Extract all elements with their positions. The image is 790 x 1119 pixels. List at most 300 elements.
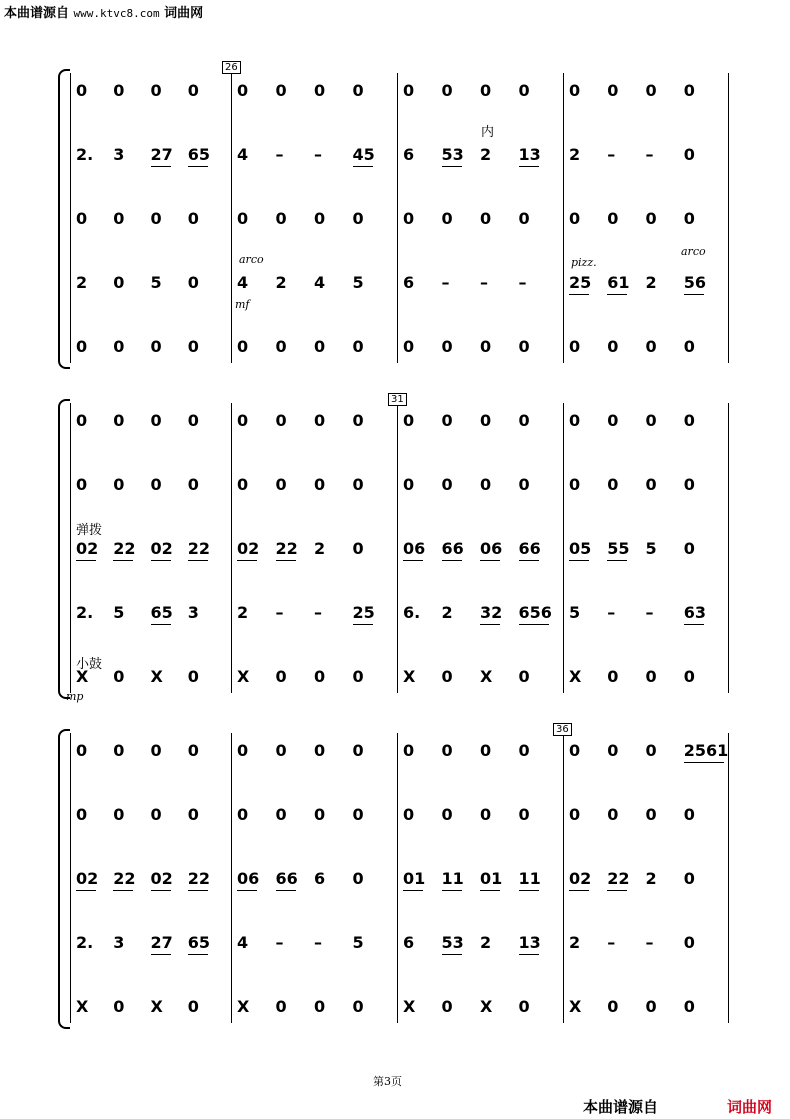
note: 0 bbox=[352, 869, 364, 888]
note: 53 bbox=[441, 145, 464, 164]
note: 0 bbox=[645, 411, 657, 430]
note: 2 bbox=[441, 603, 453, 622]
bar-line bbox=[231, 73, 232, 363]
note: 0 bbox=[480, 81, 492, 100]
beam-underline bbox=[188, 560, 208, 561]
beam-underline bbox=[442, 954, 462, 955]
note: 0 bbox=[683, 81, 695, 100]
beam-underline bbox=[519, 624, 549, 625]
note: 0 bbox=[76, 805, 88, 824]
bar-line bbox=[397, 733, 398, 1023]
bar-line bbox=[563, 73, 564, 363]
note: 0 bbox=[441, 209, 453, 228]
note: X bbox=[403, 997, 416, 1016]
dynamic-mf: mf bbox=[235, 298, 250, 311]
note: 22 bbox=[187, 539, 211, 558]
note: 0 bbox=[441, 337, 453, 356]
beam-underline bbox=[519, 890, 539, 891]
beam-underline bbox=[276, 560, 296, 561]
note: 0 bbox=[607, 209, 619, 228]
page-number: 第3页 bbox=[373, 1075, 402, 1088]
note: 0 bbox=[645, 805, 657, 824]
note: 0 bbox=[607, 337, 619, 356]
note: 0 bbox=[76, 337, 88, 356]
note: 0 bbox=[150, 741, 162, 760]
note: 0 bbox=[518, 997, 530, 1016]
instrument-label-tanbo: 弹拨 bbox=[76, 523, 103, 538]
note: 66 bbox=[441, 539, 464, 558]
note: 0 bbox=[441, 81, 453, 100]
note: 5 bbox=[352, 273, 364, 292]
note: 0 bbox=[275, 475, 287, 494]
note: 45 bbox=[352, 145, 375, 164]
note: 0 bbox=[113, 667, 125, 686]
note: 0 bbox=[237, 805, 249, 824]
note: 0 bbox=[403, 81, 415, 100]
beam-underline bbox=[188, 890, 208, 891]
note: 0 bbox=[441, 997, 453, 1016]
note: 0 bbox=[403, 805, 415, 824]
note: 2 bbox=[76, 273, 88, 292]
note: 65 bbox=[150, 603, 173, 622]
note: 0 bbox=[275, 805, 287, 824]
note: 0 bbox=[76, 81, 88, 100]
note: 06 bbox=[480, 539, 503, 558]
note: 0 bbox=[645, 337, 657, 356]
beam-underline bbox=[480, 890, 500, 891]
beam-underline bbox=[151, 624, 171, 625]
note: 0 bbox=[113, 997, 125, 1016]
beam-underline bbox=[151, 890, 171, 891]
note: 0 bbox=[569, 411, 581, 430]
note: 0 bbox=[480, 805, 492, 824]
note: 05 bbox=[569, 539, 592, 558]
note: 0 bbox=[275, 997, 287, 1016]
arco-marking: arco bbox=[681, 245, 706, 258]
note: X bbox=[480, 997, 493, 1016]
note: 0 bbox=[352, 209, 364, 228]
note: 0 bbox=[441, 667, 453, 686]
note: 656 bbox=[518, 603, 552, 622]
note: 0 bbox=[645, 667, 657, 686]
note: 0 bbox=[187, 411, 199, 430]
note: 0 bbox=[607, 997, 619, 1016]
note: 0 bbox=[237, 475, 249, 494]
note: 3 bbox=[113, 145, 125, 164]
note: 0 bbox=[683, 539, 695, 558]
site-suffix: 词曲网 bbox=[164, 6, 204, 21]
note: X bbox=[76, 667, 89, 686]
note: 25 bbox=[569, 273, 592, 292]
note: 0 bbox=[275, 337, 287, 356]
bar-line bbox=[397, 403, 398, 693]
note: 13 bbox=[518, 933, 541, 952]
note: 0 bbox=[683, 145, 695, 164]
note: – bbox=[314, 933, 322, 952]
note: 2 bbox=[569, 933, 581, 952]
note: 0 bbox=[403, 741, 415, 760]
note: 0 bbox=[352, 539, 364, 558]
note: – bbox=[314, 603, 322, 622]
instrument-label-xiaogu: 小鼓 bbox=[76, 657, 103, 672]
note: 56 bbox=[683, 273, 707, 292]
beam-underline bbox=[519, 166, 539, 167]
beam-underline bbox=[480, 560, 500, 561]
note: 0 bbox=[480, 475, 492, 494]
measure-number: 31 bbox=[388, 393, 407, 406]
beam-underline bbox=[684, 762, 724, 763]
beam-underline bbox=[684, 294, 704, 295]
footer-brand: 本曲谱源自 bbox=[583, 1098, 659, 1116]
note: 0 bbox=[150, 209, 162, 228]
arco-marking: arco bbox=[239, 253, 264, 266]
note: 0 bbox=[76, 475, 88, 494]
note: 0 bbox=[187, 475, 199, 494]
note: 0 bbox=[275, 667, 287, 686]
note: X bbox=[237, 667, 250, 686]
note: X bbox=[237, 997, 250, 1016]
bar-line bbox=[728, 73, 729, 363]
note: – bbox=[607, 933, 616, 952]
note: 0 bbox=[187, 997, 199, 1016]
note: 0 bbox=[187, 805, 199, 824]
note: 0 bbox=[275, 411, 287, 430]
note: 0 bbox=[518, 209, 530, 228]
note: 61 bbox=[607, 273, 630, 292]
bar-line bbox=[397, 73, 398, 363]
note: 0 bbox=[113, 81, 125, 100]
note: 06 bbox=[403, 539, 426, 558]
note: 0 bbox=[683, 209, 695, 228]
beam-underline bbox=[237, 890, 257, 891]
note: 0 bbox=[76, 209, 88, 228]
beam-underline bbox=[113, 560, 133, 561]
note: 0 bbox=[314, 209, 326, 228]
note: 0 bbox=[352, 81, 364, 100]
note: 0 bbox=[441, 805, 453, 824]
note: 0 bbox=[113, 741, 125, 760]
note: 22 bbox=[113, 869, 136, 888]
note: 2 bbox=[569, 145, 581, 164]
note: X bbox=[480, 667, 493, 686]
beam-underline bbox=[607, 294, 627, 295]
pizz-marking: pizz. bbox=[571, 256, 597, 269]
note: 2. bbox=[76, 933, 94, 952]
note: 0 bbox=[607, 411, 619, 430]
technique-marking: 内 bbox=[481, 125, 495, 140]
note: X bbox=[403, 667, 416, 686]
note: 2. bbox=[76, 145, 94, 164]
note: 0 bbox=[187, 209, 199, 228]
note: 0 bbox=[607, 475, 619, 494]
beam-underline bbox=[276, 890, 296, 891]
note: 11 bbox=[441, 869, 464, 888]
note: 0 bbox=[645, 81, 657, 100]
note: – bbox=[275, 145, 284, 164]
note: 27 bbox=[150, 933, 173, 952]
note: 01 bbox=[480, 869, 503, 888]
note: 0 bbox=[314, 667, 326, 686]
note: 0 bbox=[237, 209, 249, 228]
note: 0 bbox=[352, 475, 364, 494]
note: 65 bbox=[187, 145, 211, 164]
note: 0 bbox=[150, 411, 162, 430]
beam-underline bbox=[151, 954, 171, 955]
note: 22 bbox=[113, 539, 136, 558]
note: 0 bbox=[314, 337, 326, 356]
note: 0 bbox=[683, 411, 695, 430]
note: 5 bbox=[150, 273, 162, 292]
note: 0 bbox=[237, 337, 249, 356]
note: 0 bbox=[113, 475, 125, 494]
note: 0 bbox=[645, 741, 657, 760]
note: 0 bbox=[683, 667, 695, 686]
note: 0 bbox=[683, 475, 695, 494]
note: X bbox=[569, 997, 582, 1016]
note: 5 bbox=[569, 603, 581, 622]
site-url[interactable]: www.ktvc8.com bbox=[73, 7, 160, 20]
note: 0 bbox=[518, 337, 530, 356]
note: 5 bbox=[113, 603, 125, 622]
note: 0 bbox=[518, 805, 530, 824]
note: 0 bbox=[403, 209, 415, 228]
note: 0 bbox=[569, 209, 581, 228]
note: 13 bbox=[518, 145, 541, 164]
note: X bbox=[150, 997, 163, 1016]
note: 4 bbox=[237, 273, 249, 292]
note: 0 bbox=[275, 741, 287, 760]
note: 0 bbox=[480, 337, 492, 356]
note: 66 bbox=[518, 539, 541, 558]
beam-underline bbox=[188, 954, 208, 955]
note: 0 bbox=[314, 741, 326, 760]
note: 0 bbox=[569, 337, 581, 356]
note: X bbox=[76, 997, 89, 1016]
beam-underline bbox=[353, 624, 373, 625]
beam-underline bbox=[403, 560, 423, 561]
note: 0 bbox=[237, 741, 249, 760]
note: 0 bbox=[403, 475, 415, 494]
note: – bbox=[607, 603, 616, 622]
note: 0 bbox=[76, 411, 88, 430]
beam-underline bbox=[569, 294, 589, 295]
note: – bbox=[275, 603, 284, 622]
note: 0 bbox=[683, 337, 695, 356]
note: 22 bbox=[187, 869, 211, 888]
system-line bbox=[70, 733, 71, 1023]
note: 2 bbox=[237, 603, 249, 622]
note: 0 bbox=[352, 805, 364, 824]
note: 0 bbox=[569, 475, 581, 494]
bar-line bbox=[728, 733, 729, 1023]
note: 0 bbox=[275, 81, 287, 100]
note: 0 bbox=[187, 337, 199, 356]
note: 4 bbox=[237, 145, 249, 164]
note: 0 bbox=[683, 869, 695, 888]
note: 0 bbox=[314, 81, 326, 100]
note: 2 bbox=[645, 273, 657, 292]
note: 6 bbox=[403, 273, 415, 292]
note: 0 bbox=[607, 741, 619, 760]
note: 0 bbox=[237, 81, 249, 100]
note: 0 bbox=[352, 667, 364, 686]
note: 0 bbox=[518, 475, 530, 494]
note: 0 bbox=[187, 667, 199, 686]
note: 5 bbox=[352, 933, 364, 952]
note: 0 bbox=[314, 475, 326, 494]
beam-underline bbox=[519, 560, 539, 561]
note: 55 bbox=[607, 539, 630, 558]
note: 0 bbox=[352, 997, 364, 1016]
note: 02 bbox=[76, 539, 99, 558]
note: 0 bbox=[352, 337, 364, 356]
beam-underline bbox=[151, 166, 171, 167]
note: 0 bbox=[150, 475, 162, 494]
note: 32 bbox=[480, 603, 503, 622]
note: 3 bbox=[113, 933, 125, 952]
beam-underline bbox=[237, 560, 257, 561]
note: 0 bbox=[480, 411, 492, 430]
note: – bbox=[441, 273, 450, 292]
note: 0 bbox=[441, 411, 453, 430]
note: 0 bbox=[113, 805, 125, 824]
note: 01 bbox=[403, 869, 426, 888]
measure-number: 36 bbox=[553, 723, 572, 736]
note: 0 bbox=[113, 273, 125, 292]
note: 0 bbox=[645, 475, 657, 494]
note: 66 bbox=[275, 869, 298, 888]
bar-line bbox=[563, 403, 564, 693]
note: 0 bbox=[113, 209, 125, 228]
note: 0 bbox=[314, 805, 326, 824]
note: 5 bbox=[645, 539, 657, 558]
note: 0 bbox=[683, 933, 695, 952]
note: 22 bbox=[275, 539, 298, 558]
note: 2561 bbox=[683, 741, 729, 760]
note: 0 bbox=[113, 411, 125, 430]
beam-underline bbox=[607, 890, 627, 891]
note: 02 bbox=[150, 539, 173, 558]
note: 0 bbox=[314, 997, 326, 1016]
note: 6. bbox=[403, 603, 421, 622]
bar-line bbox=[563, 733, 564, 1023]
beam-underline bbox=[76, 560, 96, 561]
note: 0 bbox=[150, 337, 162, 356]
note: 22 bbox=[607, 869, 630, 888]
note: 0 bbox=[480, 209, 492, 228]
note: 2 bbox=[645, 869, 657, 888]
note: 0 bbox=[150, 805, 162, 824]
note: 2. bbox=[76, 603, 94, 622]
note: 0 bbox=[441, 741, 453, 760]
note: 0 bbox=[569, 805, 581, 824]
note: 0 bbox=[683, 805, 695, 824]
note: 0 bbox=[352, 741, 364, 760]
note: 0 bbox=[76, 741, 88, 760]
note: 11 bbox=[518, 869, 541, 888]
beam-underline bbox=[480, 624, 500, 625]
beam-underline bbox=[569, 890, 589, 891]
note: 6 bbox=[403, 933, 415, 952]
note: 27 bbox=[150, 145, 173, 164]
note: 6 bbox=[403, 145, 415, 164]
note: – bbox=[607, 145, 616, 164]
note: 02 bbox=[76, 869, 99, 888]
note: – bbox=[275, 933, 284, 952]
note: 2 bbox=[480, 933, 492, 952]
note: X bbox=[150, 667, 163, 686]
note: 0 bbox=[187, 273, 199, 292]
note: – bbox=[518, 273, 527, 292]
note: 0 bbox=[441, 475, 453, 494]
note: 0 bbox=[645, 209, 657, 228]
note: 06 bbox=[237, 869, 260, 888]
beam-underline bbox=[519, 954, 539, 955]
note: 0 bbox=[683, 997, 695, 1016]
note: X bbox=[569, 667, 582, 686]
bar-line bbox=[728, 403, 729, 693]
bar-line bbox=[231, 733, 232, 1023]
note: 0 bbox=[187, 81, 199, 100]
note: 4 bbox=[237, 933, 249, 952]
beam-underline bbox=[684, 624, 704, 625]
beam-underline bbox=[607, 560, 627, 561]
note: 63 bbox=[683, 603, 707, 622]
note: 0 bbox=[187, 741, 199, 760]
note: 0 bbox=[569, 81, 581, 100]
note: 0 bbox=[352, 411, 364, 430]
beam-underline bbox=[442, 890, 462, 891]
note: 0 bbox=[518, 667, 530, 686]
measure-number: 26 bbox=[222, 61, 241, 74]
beam-underline bbox=[403, 890, 423, 891]
note: 2 bbox=[314, 539, 326, 558]
system-brace bbox=[58, 69, 70, 369]
note: – bbox=[645, 603, 654, 622]
note: 0 bbox=[150, 81, 162, 100]
note: 53 bbox=[441, 933, 464, 952]
footer-brand-logo: 词曲网 bbox=[727, 1098, 773, 1116]
note: 0 bbox=[113, 337, 125, 356]
beam-underline bbox=[353, 166, 373, 167]
site-name: 本曲谱源自 bbox=[4, 6, 70, 21]
note: 2 bbox=[275, 273, 287, 292]
note: 65 bbox=[187, 933, 211, 952]
dynamic-mp: mp bbox=[66, 690, 84, 703]
note: 0 bbox=[645, 997, 657, 1016]
note: 0 bbox=[607, 81, 619, 100]
note: 0 bbox=[607, 805, 619, 824]
beam-underline bbox=[113, 890, 133, 891]
note: – bbox=[480, 273, 488, 292]
beam-underline bbox=[188, 166, 208, 167]
note: 02 bbox=[237, 539, 260, 558]
note: 3 bbox=[187, 603, 199, 622]
system-brace bbox=[58, 729, 70, 1029]
note: 0 bbox=[518, 81, 530, 100]
note: 0 bbox=[480, 741, 492, 760]
note: 0 bbox=[518, 741, 530, 760]
note: 0 bbox=[607, 667, 619, 686]
system-line bbox=[70, 73, 71, 363]
page-header bbox=[4, 2, 203, 21]
beam-underline bbox=[442, 166, 462, 167]
note: 02 bbox=[150, 869, 173, 888]
beam-underline bbox=[76, 890, 96, 891]
beam-underline bbox=[151, 560, 171, 561]
note: 2 bbox=[480, 145, 492, 164]
system-brace bbox=[58, 399, 70, 699]
